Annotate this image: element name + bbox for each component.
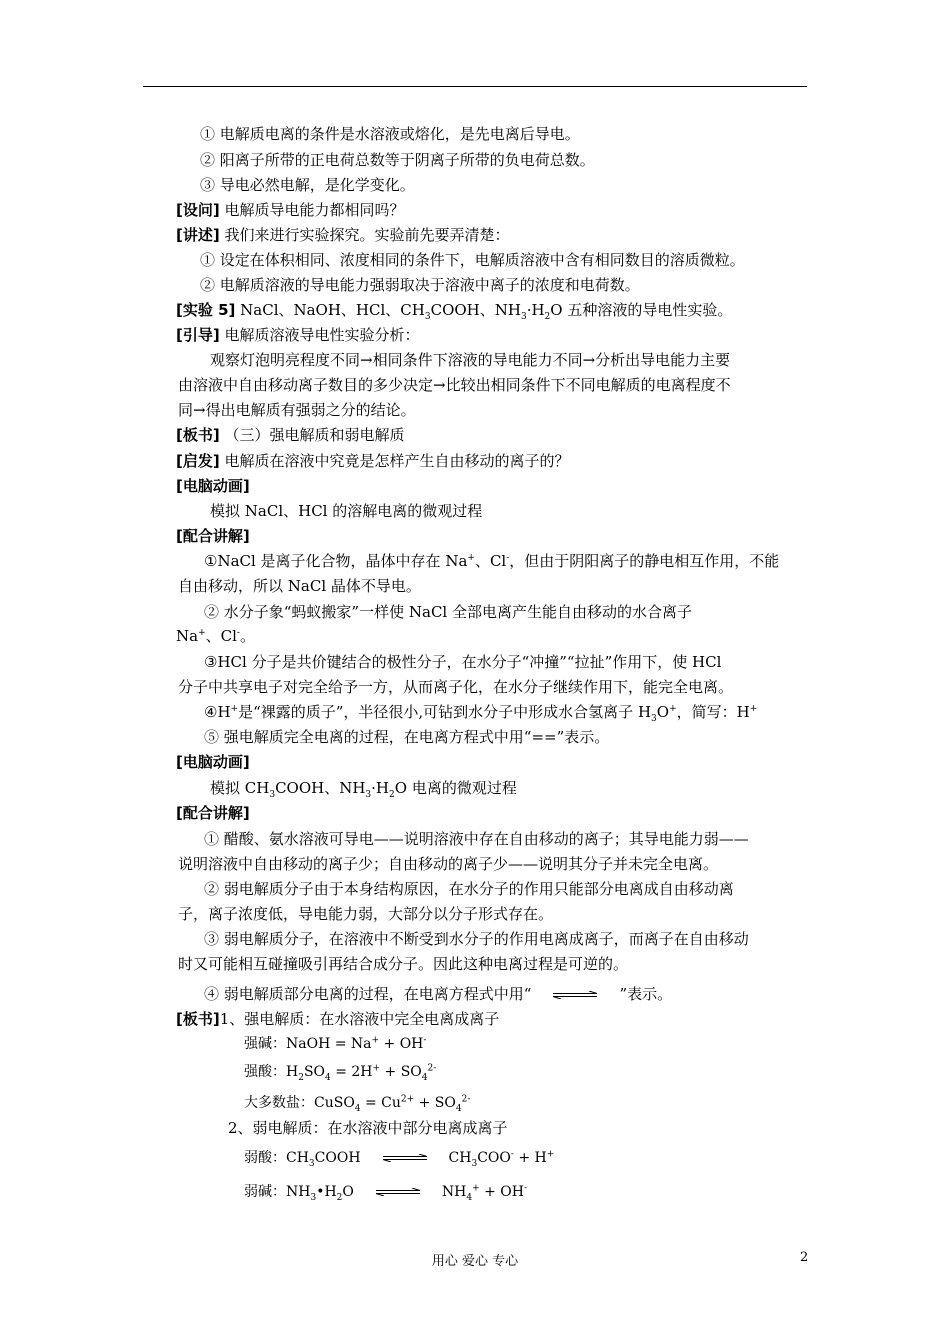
text-line: Na+、Cl-。 — [176, 627, 255, 645]
section-tag: [引导] — [176, 326, 220, 344]
equation: 弱酸：$CH_3COOH$ $CH_3COO^- + H^+$ — [244, 1149, 555, 1169]
text-line — [176, 476, 250, 496]
text-line: 时又可能相互碰撞吸引再结合成分子。因此这种电离过程是可逆的。 — [178, 955, 629, 973]
section-tag: [实验 5] — [176, 301, 236, 319]
text-line: 子，离子浓度低，导电能力弱，大部分以分子形式存在。 — [178, 905, 554, 923]
text-line: 2、弱电解质：在水溶液中部分电离成离子 — [228, 1119, 508, 1137]
text-line — [176, 752, 250, 772]
text-line: [板书] （三）强电解质和弱电解质 — [176, 426, 405, 444]
text-line: 模拟 $CH_3COOH$、$NH_3\cdot H_2O$ 电离的微观过程 — [210, 779, 517, 800]
reversible-arrow-icon — [551, 991, 599, 999]
text-line: ①NaCl 是离子化合物，晶体中存在 Na+、Cl-，但由于阴阳离子的静电相互作用，不能 — [204, 552, 780, 570]
text-line: ① 电解质电离的条件是水溶液或熔化，是先电离后导电。 — [200, 125, 580, 143]
text-line: ③ 弱电解质分子，在溶液中不断受到水分子的作用电离成离子，而离子在自由移动 — [204, 930, 749, 948]
text-line: 分子中共享电子对完全给予一方，从而离子化，在水分子继续作用下，能完全电离。 — [178, 678, 734, 696]
text-line: 自由移动，所以 NaCl 晶体不导电。 — [178, 577, 421, 595]
text-line — [176, 803, 250, 823]
page-footer: 用心 爱心 专心 — [431, 1254, 519, 1269]
section-tag: [电脑动画] — [176, 477, 250, 495]
text-line: ④H+是“裸露的质子”，半径很小,可钻到水分子中形成水合氢离子 $H_3O^+$，简写：H+ — [204, 703, 758, 724]
text-line: 同→得出电解质有强弱之分的结论。 — [178, 401, 416, 419]
section-tag: [电脑动画] — [176, 753, 250, 771]
text-line: [设问] 电解质导电能力都相同吗？ — [176, 201, 405, 219]
text-line: [实验 5] NaCl、NaOH、HCl、$CH_3COOH$、$NH_3\cdot H_2O$ 五种溶液的导电性实验。 — [176, 301, 733, 322]
text-line: 说明溶液中自由移动的离子少；自由移动的离子少——说明其分子并未完全电离。 — [178, 855, 719, 873]
section-tag: [配合讲解] — [176, 804, 250, 822]
text-line: [启发] 电解质在溶液中究竟是怎样产生自由移动的离子的？ — [176, 452, 570, 470]
section-tag: [板书] — [176, 426, 220, 444]
text-line: ④ 弱电解质部分电离的过程，在电离方程式中用“ ”表示。 — [204, 985, 673, 1003]
text-line: ① 醋酸、氨水溶液可导电——说明溶液中存在自由移动的离子；其导电能力弱—— — [204, 830, 749, 848]
equation: 弱碱：$NH_3•H_2O$ $NH_4^+ + OH^-$ — [244, 1183, 528, 1203]
section-tag: [板书] — [176, 1010, 220, 1028]
section-tag: [讲述] — [176, 226, 220, 244]
text-line: ③ 导电必然电解，是化学变化。 — [200, 176, 415, 194]
reversible-arrow-icon — [374, 1188, 422, 1196]
text-line: [板书]1、强电解质：在水溶液中完全电离成离子 — [176, 1010, 500, 1028]
text-line: 由溶液中自由移动离子数目的多少决定→比较出相同条件下不同电解质的电离程度不 — [178, 376, 731, 394]
section-tag: [启发] — [176, 452, 220, 470]
text-line: [引导] 电解质溶液导电性实验分析： — [176, 326, 420, 344]
text-line: ① 设定在体积相同、浓度相同的条件下，电解质溶液中含有相同数目的溶质微粒。 — [200, 251, 745, 269]
text-line: ② 水分子象“蚂蚁搬家”一样使 NaCl 全部电离产生能自由移动的水合离子 — [204, 603, 692, 621]
header-rule — [143, 86, 807, 87]
equation: 大多数盐：CuSO$_4$ = $Cu^{2+} + SO_4^{2-}$ — [244, 1094, 471, 1114]
text-line: 观察灯泡明亮程度不同→相同条件下溶液的导电能力不同→分析出导电能力主要 — [210, 351, 731, 369]
text-line: ⑤ 强电解质完全电离的过程，在电离方程式中用“==”表示。 — [204, 728, 610, 746]
text-line: ③HCl 分子是共价键结合的极性分子，在水分子“冲撞”“拉扯”作用下，使 HCl — [204, 653, 722, 671]
page-number: 2 — [800, 1250, 809, 1265]
text-line — [176, 526, 250, 546]
section-tag: [配合讲解] — [176, 527, 250, 545]
text-line: [讲述] 我们来进行实验探究。实验前先要弄清楚： — [176, 226, 510, 244]
text-line: ② 电解质溶液的导电能力强弱取决于溶液中离子的浓度和电荷数。 — [200, 276, 640, 294]
equation: 强酸：$H_2SO_4 = 2H^+ + SO_4^{2-}$ — [244, 1063, 437, 1083]
text-line: ② 阳离子所带的正电荷总数等于阴离子所带的负电荷总数。 — [200, 151, 595, 169]
text-line: ② 弱电解质分子由于本身结构原因，在水分子的作用只能部分电离成自由移动离 — [204, 880, 734, 898]
reversible-arrow-icon — [381, 1154, 429, 1162]
text-line: 模拟 NaCl、HCl 的溶解电离的微观过程 — [210, 502, 483, 520]
section-tag: [设问] — [176, 201, 220, 219]
equation: 强碱：NaOH = Na+ + OH- — [244, 1035, 427, 1052]
